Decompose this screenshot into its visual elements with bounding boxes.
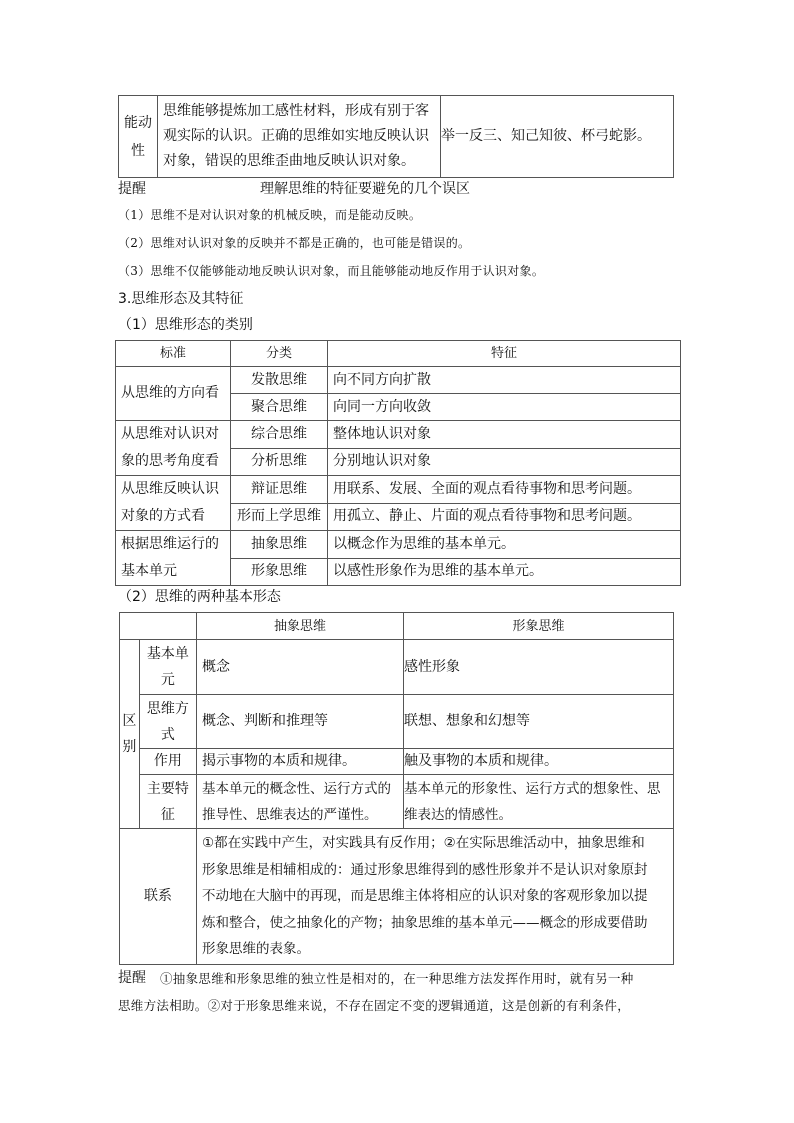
image-text: 基本单元的形象性、运行方式的想象性、思 <box>404 780 661 797</box>
relation-text: 不动地在大脑中的再现，而是思维主体将相应的认识对象的客观形象加以提 <box>202 888 648 905</box>
standard-text: 从思维对认识对 <box>121 426 219 442</box>
image-cell: 感性形象 <box>404 640 674 695</box>
standard-cell <box>116 531 231 586</box>
row-label-cell: 作用 <box>139 749 196 775</box>
row-label-text: 基本单 <box>146 646 189 662</box>
feature-cell: 向不同方向扩散 <box>328 367 681 394</box>
tip-point: （1）思维不是对认识对象的机械反映，而是能动反映。 <box>118 208 422 222</box>
relation-label-cell: 联系 <box>120 829 197 965</box>
abstract-cell: 揭示事物的本质和规律。 <box>197 749 404 775</box>
subsection-title: （1）思维形态的类别 <box>118 317 253 333</box>
standard-text: 根据思维运行的 <box>121 536 219 552</box>
difference-label: 别 <box>122 739 137 755</box>
section-title: 3.思维形态及其特征 <box>118 291 244 307</box>
feature-cell: 向同一方向收敛 <box>328 394 681 421</box>
type-cell: 形而上学思维 <box>231 503 328 531</box>
abstract-text: 基本单元的概念性、运行方式的 <box>202 780 391 797</box>
row-label-cell <box>139 775 196 829</box>
corner-cell <box>120 613 197 640</box>
difference-label: 区 <box>122 713 137 729</box>
type-cell: 抽象思维 <box>231 531 328 559</box>
standard-cell <box>116 421 231 476</box>
feature-label-cell <box>119 96 158 178</box>
feature-cell: 以感性形象作为思维的基本单元。 <box>328 558 681 586</box>
relation-text: 形象思维是相辅相成的：通过形象思维得到的感性形象并不是认识对象原封 <box>202 861 648 878</box>
subsection-title: （2）思维的两种基本形态 <box>118 589 281 605</box>
image-text: 维表达的情感性。 <box>404 806 512 823</box>
tip-point: （2）思维对认识对象的反映并不都是正确的，也可能是错误的。 <box>118 236 471 250</box>
header-type: 分类 <box>231 341 328 367</box>
header-image: 形象思维 <box>404 613 674 640</box>
relation-text: 形象思维的表象。 <box>202 941 310 958</box>
standard-text: 从思维的方向看 <box>121 385 219 401</box>
feature-cell: 分别地认识对象 <box>328 448 681 476</box>
image-cell <box>404 775 674 829</box>
standard-cell <box>116 476 231 531</box>
difference-group-cell <box>120 640 140 829</box>
row-label-text: 征 <box>160 806 175 823</box>
description-line: 观实际的认识。正确的思维如实地反映认识 <box>163 128 429 144</box>
standard-text: 对象的方式看 <box>121 508 205 524</box>
tip-text: ①抽象思维和形象思维的独立性是相对的，在一种思维方法发挥作用时，就有另一种 <box>160 971 634 986</box>
feature-cell: 整体地认识对象 <box>328 421 681 449</box>
relation-text: 炼和整合，使之抽象化的产物；抽象思维的基本单元——概念的形成要借助 <box>202 914 648 931</box>
type-cell: 发散思维 <box>231 367 328 394</box>
feature-description-cell <box>158 96 441 178</box>
type-cell: 分析思维 <box>231 448 328 476</box>
type-cell: 聚合思维 <box>231 394 328 421</box>
type-cell: 辩证思维 <box>231 476 328 504</box>
abstract-cell: 概念、判断和推理等 <box>197 695 404 749</box>
abstract-cell: 概念 <box>197 640 404 695</box>
row-label-cell <box>139 640 196 695</box>
tip-label: 提醒 <box>118 181 146 197</box>
standard-cell <box>116 367 231 421</box>
tip-label: 提醒 <box>118 970 146 986</box>
feature-cell: 用联系、发展、全面的观点看待事物和思考问题。 <box>328 476 681 504</box>
row-label-text: 式 <box>160 726 175 743</box>
image-cell: 联想、想象和幻想等 <box>404 695 674 749</box>
abstract-text: 推导性、思维表达的严谨性。 <box>202 806 378 823</box>
type-cell: 形象思维 <box>231 558 328 586</box>
feature-cell: 以概念作为思维的基本单元。 <box>328 531 681 559</box>
feature-table-continued <box>118 95 674 178</box>
feature-example-cell <box>441 96 674 178</box>
row-label-cell <box>139 695 196 749</box>
feature-cell: 用孤立、静止、片面的观点看待事物和思考问题。 <box>328 503 681 531</box>
thinking-type-table <box>115 340 681 586</box>
image-cell: 触及事物的本质和规律。 <box>404 749 674 775</box>
tip-title: 理解思维的特征要避免的几个误区 <box>260 181 470 197</box>
description-line: 对象，错误的思维歪曲地反映认识对象。 <box>163 153 415 169</box>
header-abstract: 抽象思维 <box>197 613 404 640</box>
type-cell: 综合思维 <box>231 421 328 449</box>
description-line: 思维能够提炼加工感性材料，形成有别于客 <box>163 103 429 119</box>
row-label-text: 思维方 <box>146 700 189 717</box>
abstract-cell <box>197 775 404 829</box>
relation-cell <box>197 829 674 965</box>
feature-label-line2: 性 <box>131 142 145 159</box>
tip-point: （3）思维不仅能够能动地反映认识对象，而且能够能动地反作用于认识对象。 <box>118 264 545 278</box>
relation-text: ①都在实践中产生，对实践具有反作用；②在实际思维活动中，抽象思维和 <box>202 835 645 852</box>
header-feature: 特征 <box>328 341 681 367</box>
header-standard: 标准 <box>116 341 231 367</box>
standard-text: 基本单元 <box>121 563 177 579</box>
feature-label-line1: 能动 <box>124 114 152 131</box>
comparison-table <box>119 612 674 965</box>
row-label-text: 元 <box>160 672 175 688</box>
feature-example: 举一反三、知己知彼、杯弓蛇影。 <box>441 128 651 144</box>
row-label-text: 主要特 <box>146 780 189 797</box>
standard-text: 从思维反映认识 <box>121 481 219 497</box>
standard-text: 象的思考角度看 <box>121 453 219 469</box>
tip-text: 思维方法相助。②对于形象思维来说，不存在固定不变的逻辑通道，这是创新的有利条件， <box>118 998 631 1013</box>
